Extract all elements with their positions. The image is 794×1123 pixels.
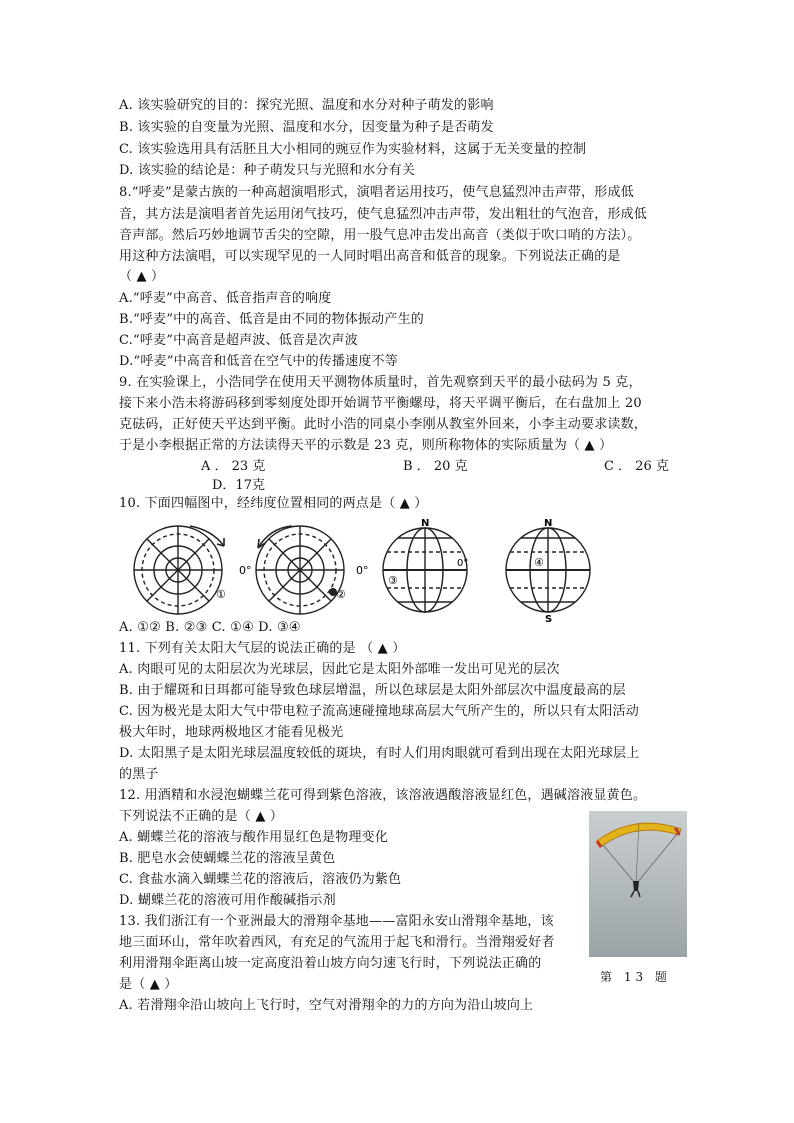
globe-view-4 <box>506 528 590 612</box>
polar-2-zero-label: 0° <box>356 564 369 577</box>
q12-option-b: B. 肥皂水会使蝴蝶兰花的溶液呈黄色 <box>119 851 336 866</box>
q10-stem: 10. 下面四幅图中，经纬度位置相同的两点是（ ▲ ） <box>119 496 428 511</box>
polar-view-1 <box>134 526 224 614</box>
q13-option-a: A. 若滑翔伞沿山坡向上飞行时，空气对滑翔伞的力的方向为沿山坡向上 <box>119 998 534 1013</box>
q11-option-c-line1: C. 因为极光是太阳大气中带电粒子流高速碰撞地球高层大气所产生的，所以只有太阳活动 <box>119 704 639 719</box>
q8-stem-line2: 音，其方法是演唱者首先运用闭气技巧，使气息猛烈冲击声带，发出粗壮的气泡音，形成低 <box>119 207 648 222</box>
q8-answer-blank: （ ▲ ） <box>119 269 165 284</box>
q8-stem-line4: 用这种方法演唱，可以实现罕见的一人同时唱出高音和低音的现象。下列说法正确的是 <box>119 249 621 264</box>
q7-option-c: C. 该实验选用具有活胚且大小相同的豌豆作为实验材料，这属于无关变量的控制 <box>119 142 587 157</box>
q7-option-b: B. 该实验的自变量为光照、温度和水分，因变量为种子是否萌发 <box>119 120 494 135</box>
q13-stem-line1: 13. 我们浙江有一个亚洲最大的滑翔伞基地——富阳永安山滑翔伞基地，该 <box>119 914 554 929</box>
q9-stem-line4: 于是小李根据正常的方法读得天平的示数是 23 克，则所称物体的实际质量为（ ▲ ） <box>119 438 613 453</box>
q12-option-d: D. 蝴蝶兰花的溶液可用作酸碱指示剂 <box>119 893 336 908</box>
q9-option-a: A ． 23 克 <box>201 459 266 474</box>
q11-option-d-line1: D. 太阳黑子是太阳光球层温度较低的斑块，有时人们用肉眼就可看到出现在太阳光球层上 <box>119 746 640 761</box>
q8-option-d: D.“呼麦”中高音和低音在空气中的传播速度不等 <box>119 354 398 369</box>
globe-4-point-label: ④ <box>534 556 544 569</box>
q8-stem-line3: 音声部。然后巧妙地调节舌尖的空隙，用一股气息冲击发出高音（类似于吹口哨的方法）。 <box>119 228 641 243</box>
q11-option-c-line2: 极大年时，地球两极地区才能看见极光 <box>119 725 344 740</box>
q13-stem-line4: 是（ ▲ ） <box>119 977 178 992</box>
q9-option-c: C ． 26 克 <box>604 459 669 474</box>
q13-stem-line3: 利用滑翔伞距离山坡一定高度沿着山坡方向匀速飞行时，下列说法正确的 <box>119 956 542 971</box>
q8-option-c: C.“呼麦”中高音是超声波、低音是次声波 <box>119 333 358 348</box>
globe-3-point-label: ③ <box>388 574 398 587</box>
q11-option-a: A. 肉眼可见的太阳层次为光球层，因此它是太阳外部唯一发出可见光的层次 <box>119 662 560 677</box>
q11-option-d-line2: 的黑子 <box>119 767 159 782</box>
q9-stem-line2: 接下来小浩未将游码移到零刻度处即开始调节平衡螺母，将天平调平衡后，在右盘加上 20 <box>119 396 642 411</box>
q8-option-b: B.“呼麦”中的高音、低音是由不同的物体振动产生的 <box>119 312 424 327</box>
q9-option-b: B ． 20 克 <box>403 459 468 474</box>
polar-view-2 <box>256 526 344 614</box>
q12-option-a: A. 蝴蝶兰花的溶液与酸作用显红色是物理变化 <box>119 830 389 845</box>
q8-stem-line1: 8.“呼麦”是蒙古族的一种高超演唱形式，演唱者运用技巧，使气息猛烈冲击声带，形成低 <box>119 185 634 200</box>
q13-stem-line2: 地三面环山，常年吹着西风，有充足的气流用于起飞和滑行。当滑翔爱好者 <box>119 935 555 950</box>
q8-option-a: A.“呼麦”中高音、低音指声音的响度 <box>119 291 332 306</box>
q13-figure-caption: 第 13 题 <box>600 970 671 984</box>
q12-stem-line1: 12. 用酒精和水浸泡蝴蝶兰花可得到紫色溶液，该溶液遇酸溶液显红色，遇碱溶液显黄色。 <box>119 788 647 803</box>
globe-3-zero-label: 0° <box>457 558 469 569</box>
paraglider-illustration <box>589 811 687 957</box>
q9-option-d: D．17克 <box>212 478 265 493</box>
globe-3-north-label: N <box>421 518 430 529</box>
q7-option-d: D. 该实验的结论是：种子萌发只与光照和水分有关 <box>119 163 416 178</box>
polar-2-point-label: ② <box>336 588 346 601</box>
q11-stem: 11. 下列有关太阳大气层的说法正确的是 （ ▲ ） <box>119 641 406 656</box>
q11-option-b: B. 由于耀斑和日珥都可能导致色球层增温，所以色球层是太阳外部层次中温度最高的层 <box>119 683 626 698</box>
q10-globe-figures <box>120 518 600 625</box>
polar-1-point-label: ① <box>216 588 226 601</box>
q12-option-c: C. 食盐水滴入蝴蝶兰花的溶液后，溶液仍为紫色 <box>119 872 402 887</box>
q9-stem-line1: 9. 在实验课上，小浩同学在使用天平测物体质量时，首先观察到天平的最小砝码为 5 克， <box>119 375 642 390</box>
q9-stem-line3: 克砝码，正好使天平达到平衡。此时小浩的同桌小李刚从教室外回来，小李主动要求读数， <box>119 417 648 432</box>
q10-options: A. ①② B. ②③ C. ①④ D. ③④ <box>119 620 301 635</box>
paraglider-photo <box>589 811 687 957</box>
q7-option-a: A. 该实验研究的目的：探究光照、温度和水分对种子萌发的影响 <box>119 98 494 113</box>
globe-4-south-label: S <box>545 614 553 625</box>
globe-view-3 <box>383 528 467 612</box>
q12-stem-line2: 下列说法不正确的是（ ▲ ） <box>119 809 284 824</box>
globe-4-north-label: N <box>544 518 553 529</box>
polar-1-zero-label: 0° <box>239 564 252 577</box>
